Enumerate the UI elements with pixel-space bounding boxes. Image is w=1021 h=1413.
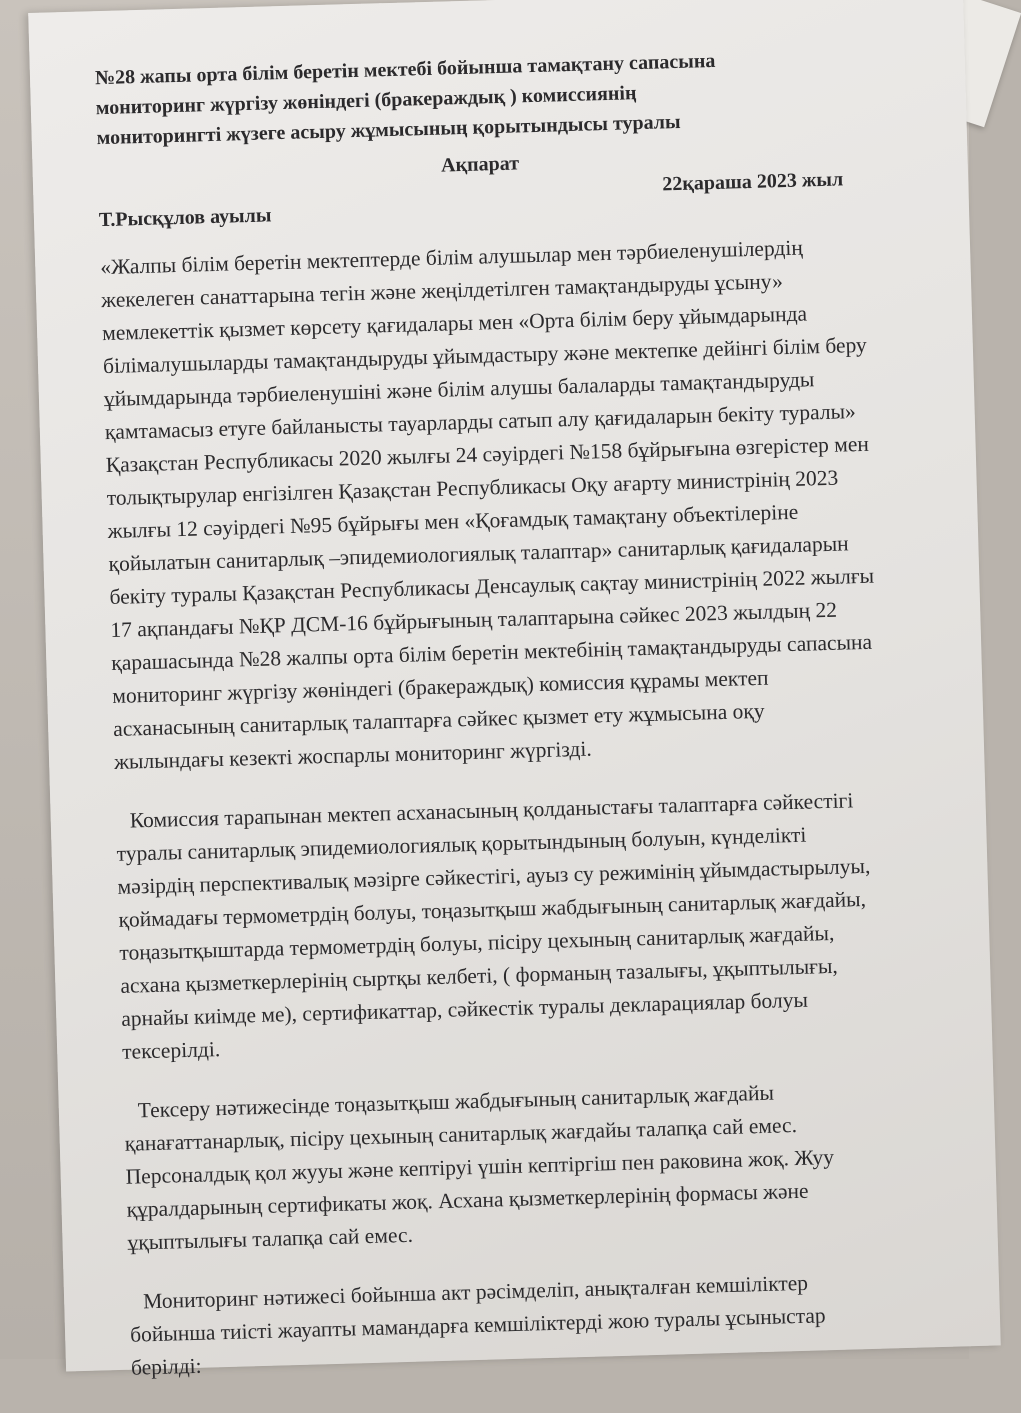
heading-line: мониторингті жүзеге асыру жұмысының қорытындысы туралы [96, 110, 681, 150]
document-subtitle: Ақпарат [440, 152, 520, 177]
heading-line: №28 жапы орта білім беретін мектебі бойынша тамақтану сапасына [94, 49, 716, 90]
heading-line: мониторинг жүргізу жөніндегі (бракераждық ) комиссиянің [95, 82, 637, 120]
paragraph-legal-basis: «Жалпы білім беретін мектептерде білім алушылар мен тәрбиеленушілердің жекелеген санаттарына тегін және жеңілдетілген тамақтандыруды ұсыну» мемлекеттік қызмет көрсету қағидалары мен «Орта білім беру ұйымдарында білімалушыларды тамақтандыруды ұйымдастыру және мектепке дейінгі білім беру ұйымдарында тәрбиеленушіні және білім алушы балаларды тамақтандыруды қамтамасыз етуге байланысты тауарларды сатып алу қағидаларын бекіту туралы» Қазақстан Республикасы 2020 жылғы 24 сәуірдегі №158 бұйрығына өзгерістер мен толықтырулар енгізілген Қазақстан Республикасы Оқу ағарту министрінің 2023 жылғы 12 сәуірдегі №95 бұйрығы мен «Қоғамдық тамақтану объектілеріне қойылатын санитарлық –эпидемиологиялық талаптар» санитарлық қағидаларын бекіту туралы Қазақстан Республикасы Денсаулық сақтау министрінің 2022 жылғы 17 ақпандағы №ҚР ДСМ-16 бұйрығының талаптарына сәйкес 2023 жылдың 22 қарашасында №28 жалпы орта білім беретін мектебінің тамақтандыруды сапасына мониторинг жүргізу жөніндегі (бракераждық) комиссия құрамы мектеп асханасының санитарлық талаптарға сәйкес қызмет ету жұмысына оқу жылындағы кезекті жоспарлы мониторинг жүргізді. [99, 235, 875, 774]
paper-sheet [28, 0, 1001, 1380]
paragraph-inspection-scope: Комиссия тарапынан мектеп асханасының қолданыстағы талаптарға сәйкестігі туралы санитарлық эпидемиологиялық қорытындының болуын, күнделікті мәзірдің перспективалық мәзірге сәйкестігі, ауыз су режимінің ұйымдастырылуы, қоймадағы термометрдің болуы, тоңазытқыш жабдығының санитарлық жағдайы, тоңазытқыштарда термометрдің болуы, пісіру цехының санитарлық жағдайы, асхана қызметкерлерінің сыртқы келбеті, ( форманың тазалығы, ұқыптылығы, арнайы киімде ме), сертификаттар, сәйкестік туралы декларациялар болуы тексерілді. [116, 788, 871, 1064]
document-date: 22қараша 2023 жыл [662, 168, 844, 196]
document-content [95, 42, 897, 1411]
document-heading [95, 42, 862, 153]
paragraph-conclusion: Мониторинг нәтижесі бойынша акт рәсімделіп, анықталған кемшіліктер бойынша тиісті жауапты мамандарға кемшіліктерді жою туралы ұсыныстар берілді: [129, 1270, 826, 1380]
document-place: Т.Рысқұлов ауылы [98, 204, 272, 232]
paragraph-findings: Тексеру нәтижесінде тоңазытқыш жабдығының санитарлық жағдайы қанағаттанарлық, пісіру цехының санитарлық жағдайы талапқа сай емес. Персоналдық қол жууы және кептіруі үшін кептіргіш пен раковина жоқ. Жуу құралдарының сертификаты жоқ. Асхана қызметкерлерінің формасы және ұқыптылығы талапқа сай емес. [124, 1080, 835, 1255]
